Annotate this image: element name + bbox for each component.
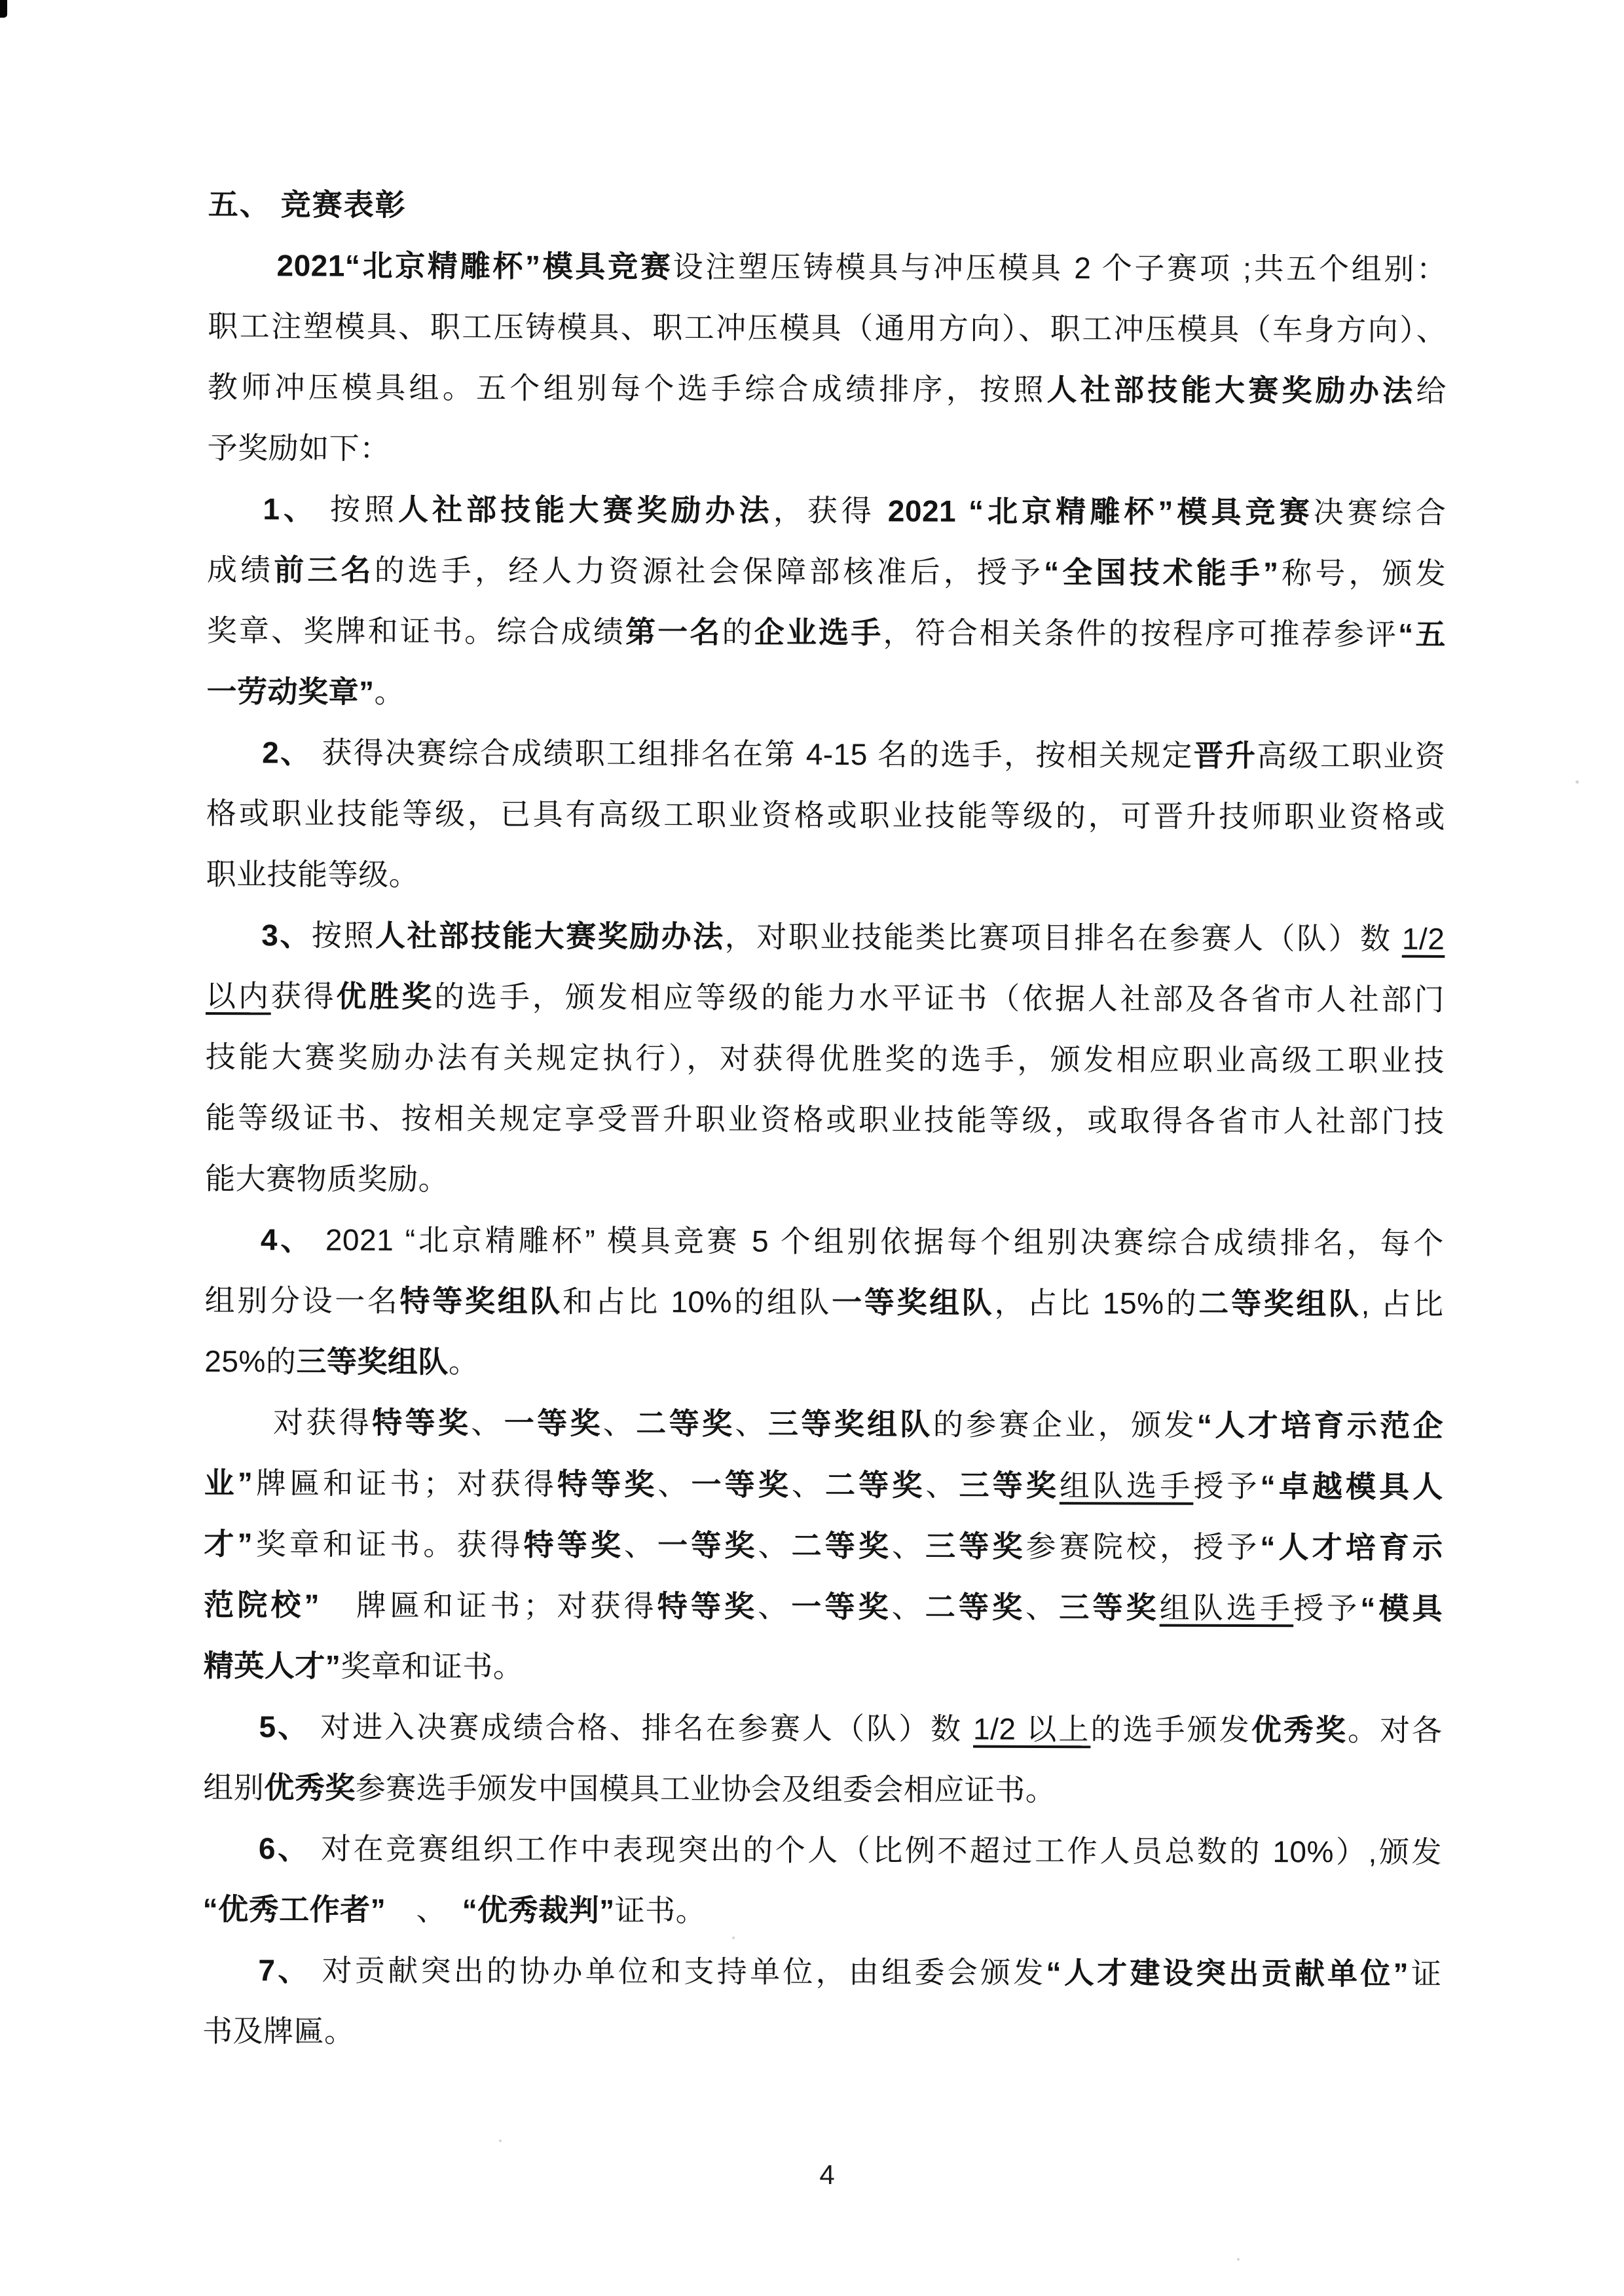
text-segment: ，占比 15%的 [994, 1285, 1199, 1321]
text-segment: 组队选手 [1159, 1590, 1294, 1626]
text-line [207, 600, 1446, 665]
text-segment: 、 [758, 1528, 792, 1563]
text-segment: 参赛选手颁发中国模具工业协会及组委会相应证书。 [355, 1770, 1056, 1808]
text-segment: 、 [657, 1467, 692, 1502]
text-segment: 的参赛企业，颁发 [932, 1407, 1197, 1442]
text-line [208, 418, 1447, 483]
text-segment: 人社部技能大赛奖励办法 [398, 492, 773, 528]
text-segment: 能大赛物质奖励。 [205, 1161, 449, 1197]
text-segment: ，获得 [773, 493, 888, 528]
text-segment: 按照 [311, 918, 376, 953]
text-segment: 二等奖组队 [1198, 1286, 1361, 1321]
text-segment: 1/2 [1401, 921, 1445, 956]
text-segment: 人社部技能大赛奖励办法 [375, 918, 725, 954]
text-line [202, 2001, 1441, 2066]
text-segment: 职工注塑模具、职工压铸模具、职工冲压模具（通用方向）、职工冲压模具（车身方向）、 [208, 308, 1447, 347]
text-segment: 2021 “北京精雕杯”模具竞赛 [887, 494, 1314, 530]
text-line [205, 1148, 1444, 1213]
text-segment: 。对各 [1347, 1713, 1443, 1747]
text-segment: , 占比 [1361, 1286, 1444, 1321]
text-segment: 、 [791, 1467, 826, 1502]
text-segment: 。 [448, 1345, 479, 1379]
text-segment: “卓越模具人 [1260, 1469, 1443, 1504]
text-segment: 奖章和证书。 [341, 1649, 524, 1684]
page-number: 4 [819, 2159, 835, 2190]
text-segment: 组别分设一名 [204, 1283, 400, 1318]
text-segment: 、 [471, 1406, 504, 1440]
text-segment: 3、 [261, 918, 312, 953]
text-segment: 获得 [270, 979, 337, 1013]
text-segment: 一等奖 [791, 1589, 892, 1624]
text-segment: “五 [1398, 617, 1446, 651]
text-segment: 2、 [262, 735, 322, 770]
text-segment: 、 [925, 1468, 959, 1503]
text-segment: 参赛院校，授予 [1025, 1529, 1261, 1565]
text-segment: 二等奖 [824, 1467, 926, 1503]
text-segment: 三等奖 [925, 1529, 1026, 1563]
text-line [204, 1453, 1443, 1518]
text-segment: 、 [602, 1406, 637, 1441]
text-segment: 一等奖 [504, 1406, 603, 1440]
text-segment: 技能大赛奖励办法有关规定执行），对获得优胜奖的选手，颁发相应职业高级工职业技 [205, 1039, 1445, 1078]
text-segment: 6、 [258, 1831, 322, 1866]
text-segment: 优胜奖 [336, 979, 435, 1014]
text-segment: 特等奖 [372, 1405, 471, 1440]
text-segment: 对贡献突出的协办单位和支持单位，由组委会颁发 [322, 1953, 1046, 1990]
text-segment: 证 [1409, 1956, 1442, 1991]
text-segment: 三等奖组队 [767, 1406, 933, 1442]
text-segment: 2021“北京精雕杯”模具竞赛 [276, 248, 673, 284]
text-line [206, 905, 1445, 970]
text-segment: 。 [374, 674, 405, 709]
text-line [203, 1879, 1442, 1944]
text-segment: 2021 “北京精雕杯” 模具竞赛 5 个组别依据每个组别决赛综合成绩排名，每个 [325, 1222, 1444, 1260]
text-segment: 特等奖 [557, 1467, 658, 1502]
text-segment: ，符合相关条件的按程序可推荐参评 [883, 615, 1399, 651]
text-segment: 、 [735, 1406, 768, 1441]
text-segment: 称号，颁发 [1278, 556, 1447, 591]
text-segment: 格或职业技能等级，已具有高级工职业资格或职业技能等级的，可晋升技师职业资格或 [206, 795, 1446, 834]
text-segment: 、 [891, 1590, 925, 1624]
text-segment: 三等奖组队 [296, 1344, 449, 1379]
text-segment: 才” [204, 1526, 253, 1561]
text-line [204, 1635, 1443, 1700]
text-segment: 4、 [260, 1222, 325, 1257]
text-line [206, 722, 1445, 787]
text-segment: 人社部技能大赛奖励办法 [1046, 373, 1416, 408]
text-segment: 、 [758, 1589, 792, 1624]
text-line [204, 1392, 1443, 1457]
scan-speck [1576, 780, 1579, 784]
text-segment: 授予 [1293, 1591, 1361, 1626]
text-segment: 范院校” [204, 1587, 320, 1622]
text-segment: 高级工职业资 [1257, 738, 1446, 773]
text-segment: 和占比 10%的组队 [562, 1284, 832, 1319]
scan-artifact-corner [0, 0, 7, 18]
text-segment: 三等奖 [959, 1468, 1060, 1503]
text-line [205, 1209, 1444, 1274]
text-segment: 1、 [263, 492, 331, 526]
text-segment: 、 [623, 1528, 658, 1563]
text-segment: 职业技能等级。 [206, 856, 420, 892]
text-segment: 特等奖组队 [399, 1283, 563, 1319]
document-body [202, 174, 1447, 2066]
text-segment: 一劳动奖章” [206, 674, 375, 709]
text-line [203, 1696, 1442, 1761]
text-line [206, 844, 1445, 909]
text-segment: 决赛综合 [1313, 495, 1447, 530]
text-segment: 奖章、奖牌和证书。综合成绩 [206, 613, 626, 649]
text-segment: 牌匾和证书；对获得 [319, 1588, 657, 1624]
text-line [207, 479, 1446, 543]
text-segment: “优秀工作者” [202, 1891, 386, 1927]
text-segment: 奖章和证书。获得 [252, 1527, 524, 1562]
text-segment: 第一名 [625, 615, 722, 649]
text-segment: “全国技术能手” [1044, 555, 1279, 591]
text-segment: 教师冲压模具组。五个组别每个选手综合成绩排序，按照 [207, 369, 1047, 407]
text-line [204, 1575, 1443, 1639]
text-line [204, 1270, 1443, 1335]
text-segment: 5、 [259, 1709, 321, 1744]
text-segment: 予奖励如下： [207, 430, 390, 465]
text-line [206, 966, 1445, 1030]
text-segment: 设注塑压铸模具与冲压模具 2 个子赛项 ;共五个组别： [673, 249, 1447, 286]
text-segment: 的选手，颁发相应等级的能力水平证书（依据人社部及各省市人社部门 [434, 979, 1445, 1017]
text-segment: “人才培育示范企 [1196, 1408, 1444, 1443]
text-segment: 7、 [258, 1953, 322, 1988]
text-segment: 优秀奖 [1251, 1713, 1348, 1747]
text-segment: 的选手，经人力资源社会保障部核准后，授予 [374, 553, 1044, 590]
text-segment: 组别 [203, 1770, 265, 1805]
text-line [208, 235, 1447, 300]
text-segment: 三等奖 [1059, 1590, 1160, 1625]
text-segment: 前三名 [274, 553, 375, 587]
text-segment: 二等奖 [925, 1590, 1026, 1624]
text-segment: “模具 [1360, 1591, 1443, 1626]
text-segment: 牌匾和证书；对获得 [253, 1466, 558, 1501]
text-segment: 以内 [205, 978, 271, 1013]
text-segment: 对在竞赛组织工作中表现突出的个人（比例不超过工作人员总数的 10%）,颁发 [320, 1831, 1443, 1869]
text-segment: “优秀裁判” [462, 1893, 615, 1927]
text-segment: 的选手颁发 [1090, 1712, 1251, 1747]
text-segment: 五、 竞赛表彰 [208, 187, 407, 222]
text-segment: 证书。 [614, 1893, 707, 1928]
text-segment: 授予 [1193, 1468, 1261, 1504]
text-segment: 、 [1025, 1590, 1060, 1625]
text-segment: 一等奖组队 [832, 1285, 995, 1320]
text-line [208, 296, 1447, 361]
text-segment: 晋升 [1193, 738, 1257, 773]
text-line [205, 1087, 1444, 1152]
text-line [206, 661, 1445, 726]
text-segment: “人才建设突出贡献单位” [1046, 1956, 1409, 1991]
text-line [206, 1027, 1445, 1091]
text-segment: 特等奖 [523, 1527, 625, 1563]
text-segment: 能等级证书、按相关规定享受晋升职业资格或职业技能等级，或取得各省市人社部门技 [205, 1100, 1445, 1139]
text-segment: 给 [1416, 373, 1447, 408]
text-segment: 业” [204, 1465, 253, 1501]
text-segment: 按照 [329, 492, 399, 526]
text-line [206, 783, 1445, 848]
text-line [204, 1514, 1443, 1578]
section-title [208, 174, 1447, 239]
scan-speck [499, 2140, 502, 2142]
text-segment: 精英人才” [203, 1648, 341, 1683]
text-segment: 组队选手 [1059, 1468, 1194, 1503]
text-segment: 二等奖 [636, 1406, 735, 1441]
text-line [203, 1818, 1442, 1883]
text-segment: 25%的 [204, 1343, 297, 1379]
text-segment: 对获得 [272, 1405, 373, 1440]
text-segment: ，对职业技能类比赛项目排名在参赛人（队）数 [724, 919, 1402, 956]
text-line [202, 1940, 1441, 2005]
text-segment: 、 [891, 1529, 926, 1563]
text-segment: 优秀奖 [264, 1770, 356, 1805]
text-segment: 一等奖 [691, 1467, 792, 1502]
text-segment: 企业选手 [754, 615, 883, 650]
text-line [204, 1331, 1443, 1396]
text-segment: 书及牌匾。 [202, 2013, 355, 2049]
text-segment: 、 [386, 1892, 462, 1927]
text-line [208, 357, 1447, 422]
text-segment: 的 [722, 615, 754, 649]
text-line [203, 1757, 1442, 1822]
text-segment: 特等奖 [657, 1589, 758, 1624]
text-segment: 成绩 [207, 552, 274, 587]
text-segment: 对进入决赛成绩合格、排名在参赛人（队）数 [320, 1709, 974, 1746]
text-segment: “人才培育示 [1260, 1530, 1443, 1565]
text-segment: 1/2 以上 [972, 1711, 1091, 1747]
text-segment: 一等奖 [657, 1528, 758, 1563]
scan-speck [1237, 2258, 1240, 2261]
text-line [207, 539, 1446, 604]
text-segment: 获得决赛综合成绩职工组排名在第 4-15 名的选手，按相关规定 [322, 735, 1194, 773]
text-segment: 二等奖 [791, 1528, 893, 1563]
